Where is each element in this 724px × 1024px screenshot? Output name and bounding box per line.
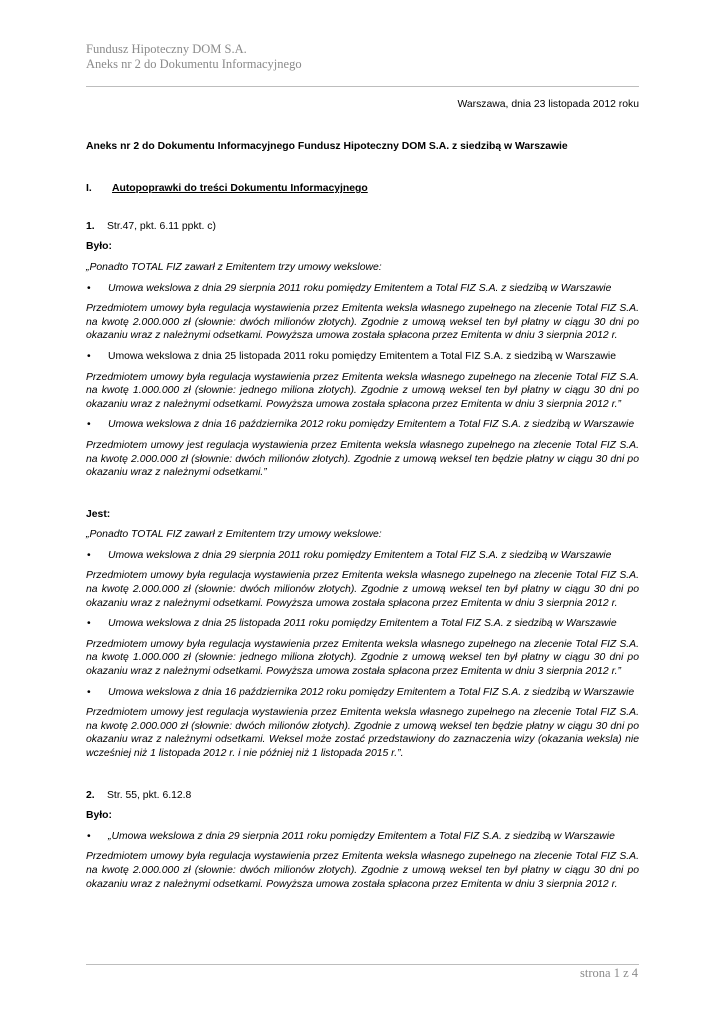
footer-divider [86,964,639,965]
item-1-ref: Str.47, pkt. 6.11 ppkt. c) [107,220,216,232]
list-item-text: Umowa wekslowa z dnia 29 sierpnia 2011 roku pomiędzy Emitentem a Total FIZ S.A. z siedzibą w Warszawie [108,282,612,294]
item-2-heading [86,789,639,803]
page-number: strona 1 z 4 [580,966,638,980]
list-item [86,617,639,631]
header-company: Fundusz Hipoteczny DOM S.A. [86,42,247,56]
header-document: Aneks nr 2 do Dokumentu Informacyjnego [86,57,302,71]
section-heading [86,182,639,196]
paragraph: Przedmiotem umowy była regulacja wystawienia przez Emitenta weksla własnego zupełnego na zlecenie Total FIZ S.A. na kwotę 2.000.000 zł (słownie: dwóch milionów złotych). Zgodnie z umową weksel ten był płatny w ciągu 30 dni po okazaniu wraz z należnymi odsetkami. Powyższa umowa została spłacona przez Emitenta w dniu 3 sierpnia 2012 r. [86,570,639,609]
bullet-icon: • [87,618,91,630]
item-2-bylo-label: Było: [86,810,112,822]
list-item-text: Umowa wekslowa z dnia 25 listopada 2011 roku pomiędzy Emitentem a Total FIZ S.A. z siedzibą w Warszawie [108,618,617,630]
item-1-bylo-label: Było: [86,241,112,253]
document-title: Aneks nr 2 do Dokumentu Informacyjnego Fundusz Hipoteczny DOM S.A. z siedzibą w Warszawie [86,140,568,152]
list-item [86,830,639,844]
bullet-icon: • [87,282,91,294]
paragraph: Przedmiotem umowy jest regulacja wystawienia przez Emitenta weksla własnego zupełnego na zlecenie Total FIZ S.A. na kwotę 2.000.000 zł (słownie: dwóch milionów złotych). Zgodnie z umową weksel ten będzie płatny w ciągu 30 dni po okazaniu wraz z należnymi odsetkami.” [86,439,639,479]
paragraph: Przedmiotem umowy była regulacja wystawienia przez Emitenta weksla własnego zupełnego na zlecenie Total FIZ S.A. na kwotę 2.000.000 zł (słownie: dwóch milionów złotych). Zgodnie z umową weksel ten był płatny w ciągu 30 dni po okazaniu wraz z należnymi odsetkami. Powyższa umowa została spłacona przez Emitenta w dniu 3 sierpnia 2012 r. [86,303,639,342]
list-item [86,686,639,700]
item-2-number: 2. [86,789,95,801]
list-item-text: Umowa wekslowa z dnia 16 października 2012 roku pomiędzy Emitentem a Total FIZ S.A. z siedzibą w Warszawie [108,419,635,431]
paragraph: Przedmiotem umowy jest regulacja wystawienia przez Emitenta weksla własnego zupełnego na zlecenie Total FIZ S.A. na kwotę 2.000.000 zł (słownie: dwóch milionów złotych). Zgodnie z umową weksel ten będzie płatny w ciągu 30 dni po okazaniu wraz z należnymi odsetkami. Weksel może zostać przedstawiony do zaznaczenia wizy (okazania weksla) nie wcześniej niż 1 listopada 2012 r. i nie później niż 1 listopada 2015 r.”. [86,707,639,759]
paragraph: Przedmiotem umowy była regulacja wystawienia przez Emitenta weksla własnego zupełnego na zlecenie Total FIZ S.A. na kwotę 1.000.000 zł (słownie: jednego miliona złotych). Zgodnie z umową weksel ten był płatny w ciągu 30 dni po okazaniu wraz z należnymi odsetkami. Powyższa umowa została spłacona przez Emitenta w dniu 3 sierpnia 2012 r.” [86,638,639,678]
list-item-text: Umowa wekslowa z dnia 16 października 2012 roku pomiędzy Emitentem a Total FIZ S.A. z siedzibą w Warszawie [108,686,635,698]
item-1-heading [86,220,639,234]
item-1-jest-label: Jest: [86,508,111,520]
document-date: Warszawa, dnia 23 listopada 2012 roku [457,99,639,110]
page-header [86,42,302,72]
section-title: Autopoprawki do treści Dokumentu Informacyjnego [112,183,368,195]
list-item [86,282,639,296]
item-1-bylo-intro: „Ponadto TOTAL FIZ zawarł z Emitentem trzy umowy wekslowe: [86,261,382,273]
bullet-icon: • [87,830,91,842]
item-1-jest-intro: „Ponadto TOTAL FIZ zawarł z Emitentem trzy umowy wekslowe: [86,529,382,541]
bullet-icon: • [87,350,91,362]
list-item-text: Umowa wekslowa z dnia 29 sierpnia 2011 roku pomiędzy Emitentem a Total FIZ S.A. z siedzibą w Warszawie [108,549,612,561]
list-item [86,418,639,432]
list-item-text: Umowa wekslowa z dnia 25 listopada 2011 roku pomiędzy Emitentem a Total FIZ S.A. z siedzibą w Warszawie [108,350,617,362]
bullet-icon: • [87,686,91,698]
header-divider [86,86,639,87]
list-item [86,549,639,563]
item-1-number: 1. [86,220,95,232]
item-2-ref: Str. 55, pkt. 6.12.8 [107,789,192,801]
list-item-text: „Umowa wekslowa z dnia 29 sierpnia 2011 roku pomiędzy Emitentem a Total FIZ S.A. z siedzibą w Warszawie [108,830,615,842]
bullet-icon: • [87,419,91,431]
bullet-icon: • [87,549,91,561]
list-item [86,350,639,364]
section-number: I. [86,183,92,195]
paragraph: Przedmiotem umowy była regulacja wystawienia przez Emitenta weksla własnego zupełnego na zlecenie Total FIZ S.A. na kwotę 2.000.000 zł (słownie: dwóch milionów złotych). Zgodnie z umową weksel ten był płatny w ciągu 30 dni po okazaniu wraz z należnymi odsetkami. Powyższa umowa została spłacona przez Emitenta w dniu 3 sierpnia 2012 r. [86,851,639,890]
paragraph: Przedmiotem umowy była regulacja wystawienia przez Emitenta weksla własnego zupełnego na zlecenie Total FIZ S.A. na kwotę 1.000.000 zł (słownie: jednego miliona złotych). Zgodnie z umową weksel ten był płatny w ciągu 30 dni po okazaniu wraz z należnymi odsetkami. Powyższa umowa została spłacona przez Emitenta w dniu 3 sierpnia 2012 r.” [86,371,639,410]
document-body [86,98,639,891]
